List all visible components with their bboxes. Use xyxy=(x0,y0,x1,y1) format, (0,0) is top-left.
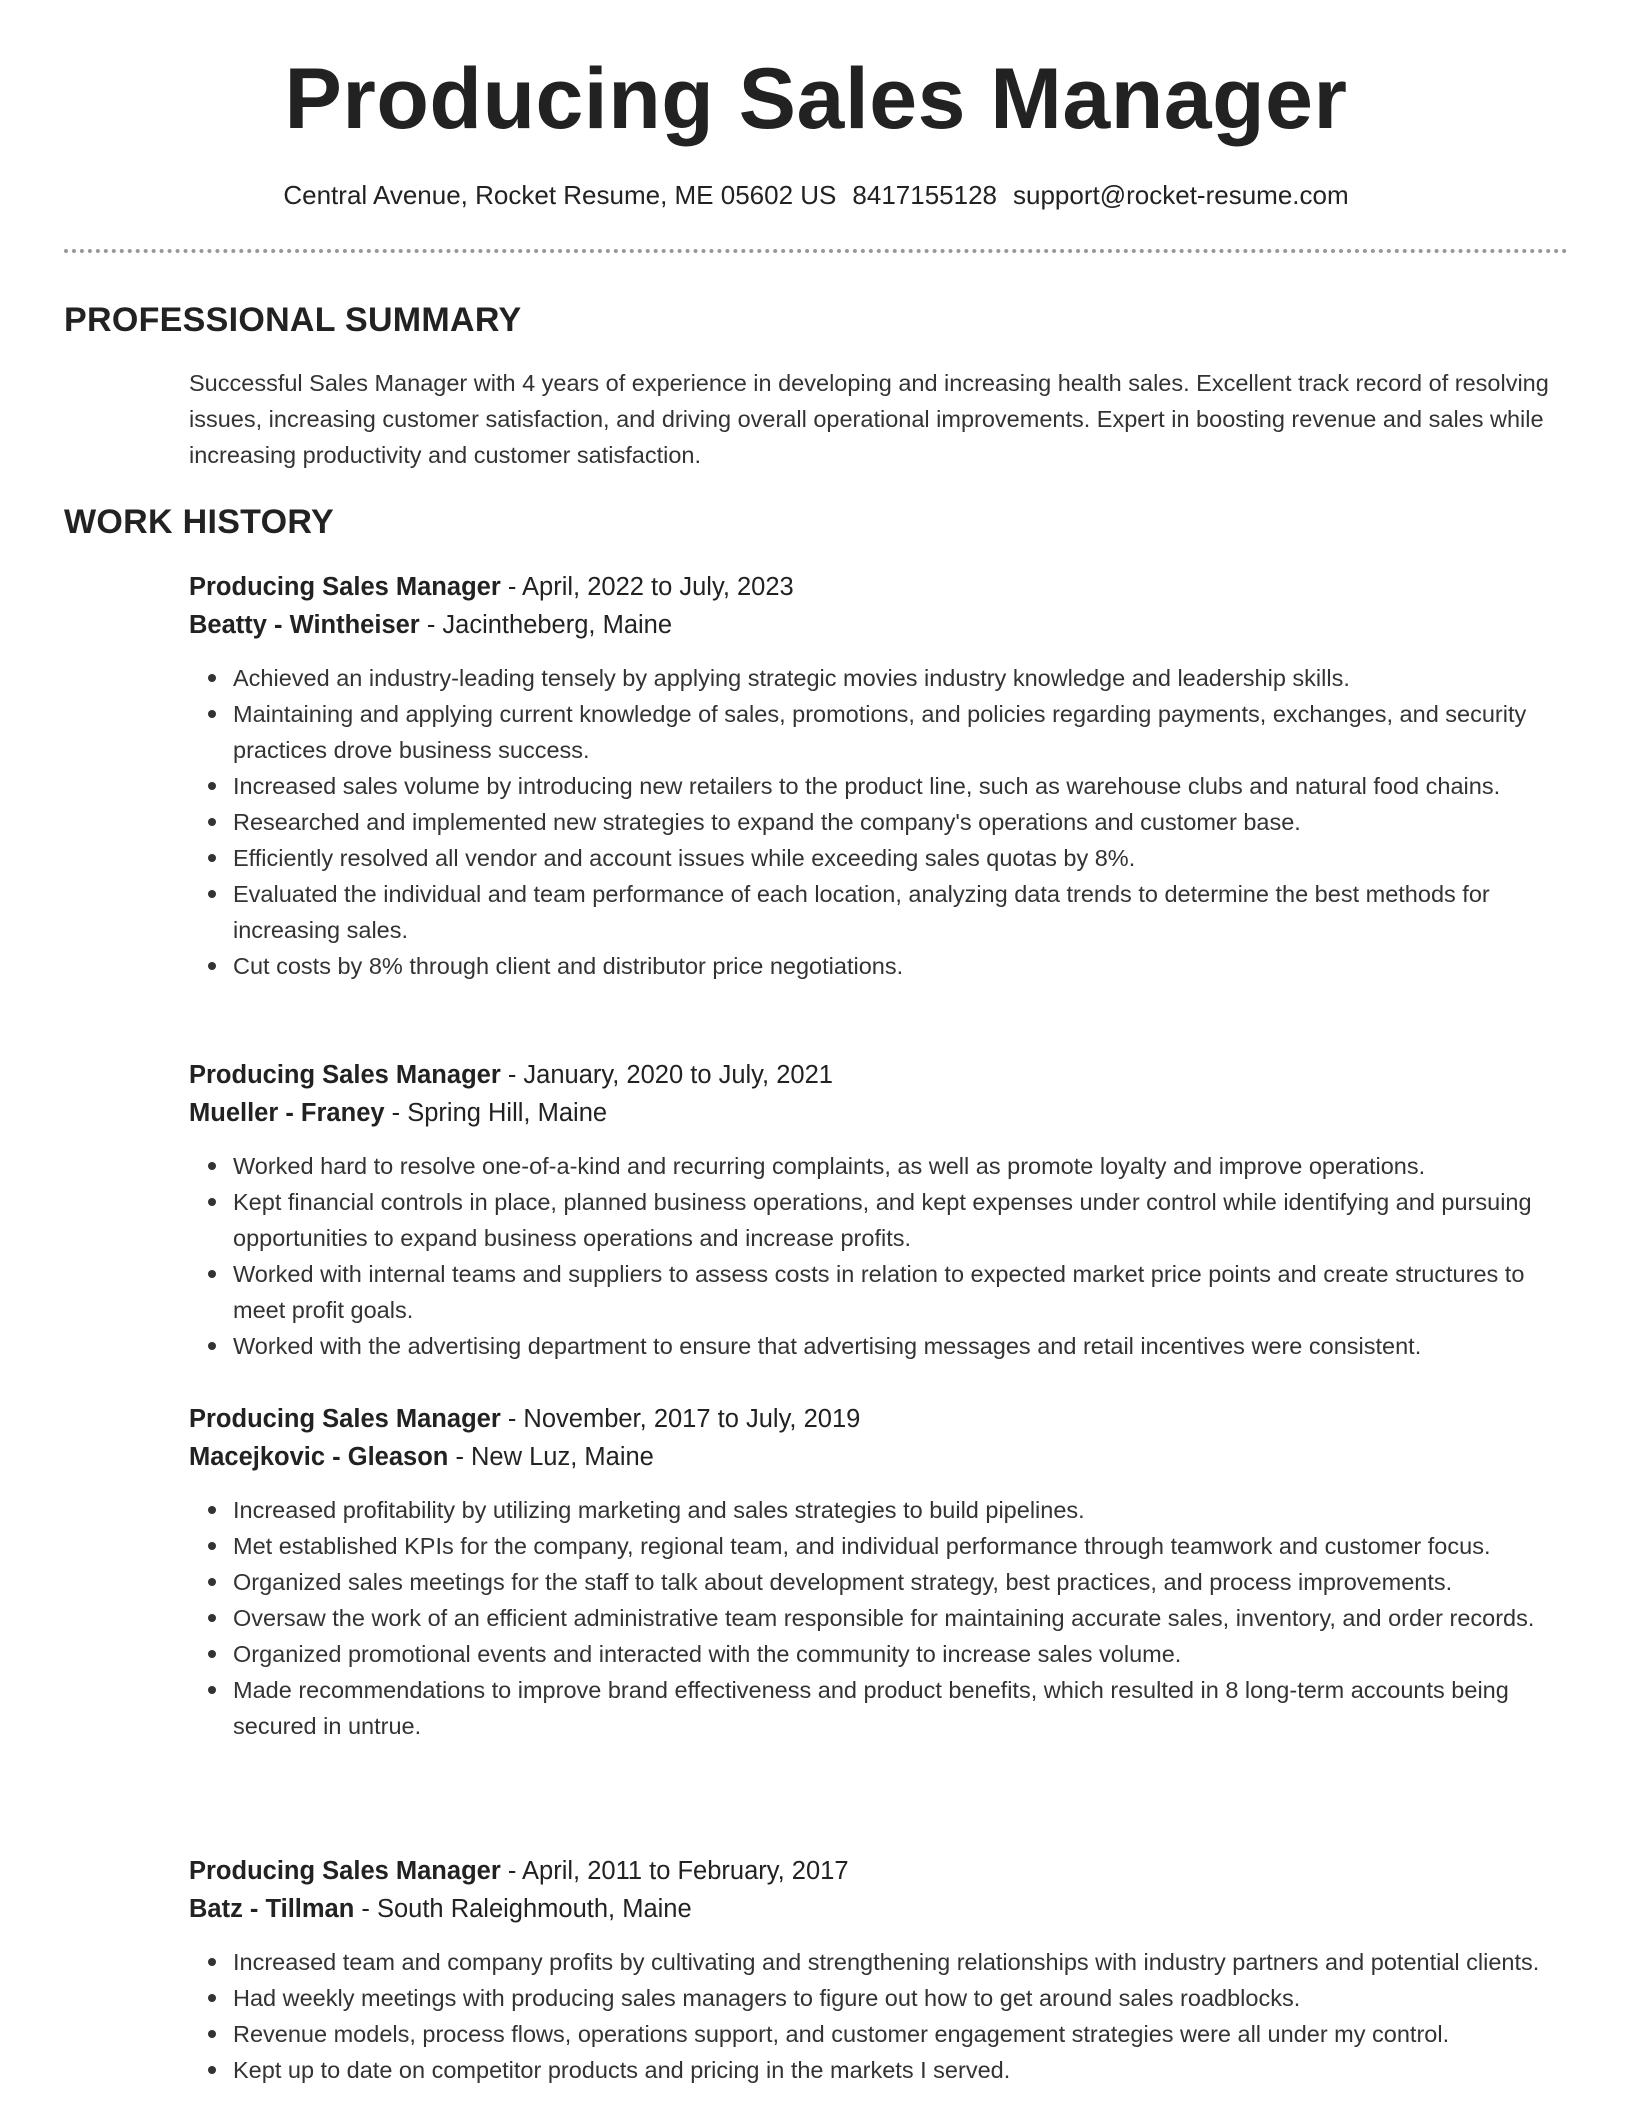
job-role: Producing Sales Manager xyxy=(189,1061,501,1089)
summary-text: Successful Sales Manager with 4 years of experience in developing and increasing health sales. Excellent track record of resolving issues, increasing customer satisfaction, and driving overall operational improvements. Expert in boosting revenue and sales while increasing productivity and customer satisfaction. xyxy=(189,370,1549,468)
job-bullets xyxy=(189,1944,1571,2088)
job-bullet: Increased team and company profits by cultivating and strengthening relationships with industry partners and potential clients. xyxy=(233,1944,1571,1980)
job-bullet: Increased sales volume by introducing new retailers to the product line, such as warehouse clubs and natural food chains. xyxy=(233,768,1571,804)
header-divider xyxy=(64,249,1568,253)
job-dates: - January, 2020 to July, 2021 xyxy=(500,1061,833,1089)
job-bullet: Made recommendations to improve brand effectiveness and product benefits, which resulted in 8 long-term accounts being secured in untrue. xyxy=(233,1672,1571,1744)
job-title-line xyxy=(189,568,1571,606)
job-dates: - April, 2022 to July, 2023 xyxy=(500,573,794,601)
job-location: - Jacintheberg, Maine xyxy=(419,611,673,639)
contact-phone: 8417155128 xyxy=(852,180,998,210)
job-bullets xyxy=(189,1492,1571,1744)
job-bullet: Worked with the advertising department to ensure that advertising messages and retail incentives were consistent. xyxy=(233,1328,1571,1364)
job-bullet: Had weekly meetings with producing sales managers to figure out how to get around sales roadblocks. xyxy=(233,1980,1571,2016)
job-company-line xyxy=(189,1890,1571,1928)
job-company: Beatty - Wintheiser xyxy=(189,611,420,639)
job-location: - Spring Hill, Maine xyxy=(384,1099,608,1127)
job-entry xyxy=(189,1852,1571,2088)
job-bullets xyxy=(189,1148,1571,1364)
job-bullet: Worked hard to resolve one-of-a-kind and recurring complaints, as well as promote loyalty and improve operations. xyxy=(233,1148,1571,1184)
job-bullet: Organized promotional events and interacted with the community to increase sales volume. xyxy=(233,1636,1571,1672)
job-bullet: Organized sales meetings for the staff to talk about development strategy, best practices, and process improvements. xyxy=(233,1564,1571,1600)
job-company: Batz - Tillman xyxy=(189,1895,355,1923)
job-bullet: Kept financial controls in place, planned business operations, and kept expenses under control while identifying and pursuing opportunities to expand business operations and increase profits. xyxy=(233,1184,1571,1256)
job-title-line xyxy=(189,1852,1571,1890)
job-dates: - November, 2017 to July, 2019 xyxy=(500,1405,861,1433)
job-company-line xyxy=(189,606,1571,644)
work-history-heading: WORK HISTORY xyxy=(64,503,334,541)
job-company-line xyxy=(189,1438,1571,1476)
job-bullet: Worked with internal teams and suppliers to assess costs in relation to expected market price points and create structures to meet profit goals. xyxy=(233,1256,1571,1328)
job-entry xyxy=(189,1056,1571,1364)
job-location: - New Luz, Maine xyxy=(448,1443,654,1471)
resume-name: Producing Sales Manager xyxy=(284,51,1348,147)
job-role: Producing Sales Manager xyxy=(189,1857,501,1885)
contact-line xyxy=(0,180,1632,211)
job-company: Macejkovic - Gleason xyxy=(189,1443,449,1471)
job-bullet: Efficiently resolved all vendor and account issues while exceeding sales quotas by 8%. xyxy=(233,840,1571,876)
job-company: Mueller - Franey xyxy=(189,1099,385,1127)
job-title-line xyxy=(189,1056,1571,1094)
job-bullet: Met established KPIs for the company, regional team, and individual performance through teamwork and customer focus. xyxy=(233,1528,1571,1564)
job-bullet: Cut costs by 8% through client and distributor price negotiations. xyxy=(233,948,1571,984)
job-entry xyxy=(189,568,1571,984)
job-bullet: Achieved an industry-leading tensely by applying strategic movies industry knowledge and leadership skills. xyxy=(233,660,1571,696)
summary-heading: PROFESSIONAL SUMMARY xyxy=(64,301,522,339)
job-bullets xyxy=(189,660,1571,984)
job-bullet: Revenue models, process flows, operations support, and customer engagement strategies were all under my control. xyxy=(233,2016,1571,2052)
job-location: - South Raleighmouth, Maine xyxy=(354,1895,692,1923)
job-role: Producing Sales Manager xyxy=(189,573,501,601)
contact-address: Central Avenue, Rocket Resume, ME 05602 US xyxy=(283,180,837,210)
job-company-line xyxy=(189,1094,1571,1132)
job-role: Producing Sales Manager xyxy=(189,1405,501,1433)
job-dates: - April, 2011 to February, 2017 xyxy=(500,1857,849,1885)
job-bullet: Evaluated the individual and team performance of each location, analyzing data trends to determine the best methods for increasing sales. xyxy=(233,876,1571,948)
job-entry xyxy=(189,1400,1571,1744)
job-title-line xyxy=(189,1400,1571,1438)
contact-email: support@rocket-resume.com xyxy=(1013,180,1349,210)
job-bullet: Maintaining and applying current knowledge of sales, promotions, and policies regarding payments, exchanges, and security practices drove business success. xyxy=(233,696,1571,768)
job-bullet: Researched and implemented new strategies to expand the company's operations and customer base. xyxy=(233,804,1571,840)
job-bullet: Kept up to date on competitor products and pricing in the markets I served. xyxy=(233,2052,1571,2088)
job-bullet: Oversaw the work of an efficient administrative team responsible for maintaining accurate sales, inventory, and order records. xyxy=(233,1600,1571,1636)
job-bullet: Increased profitability by utilizing marketing and sales strategies to build pipelines. xyxy=(233,1492,1571,1528)
